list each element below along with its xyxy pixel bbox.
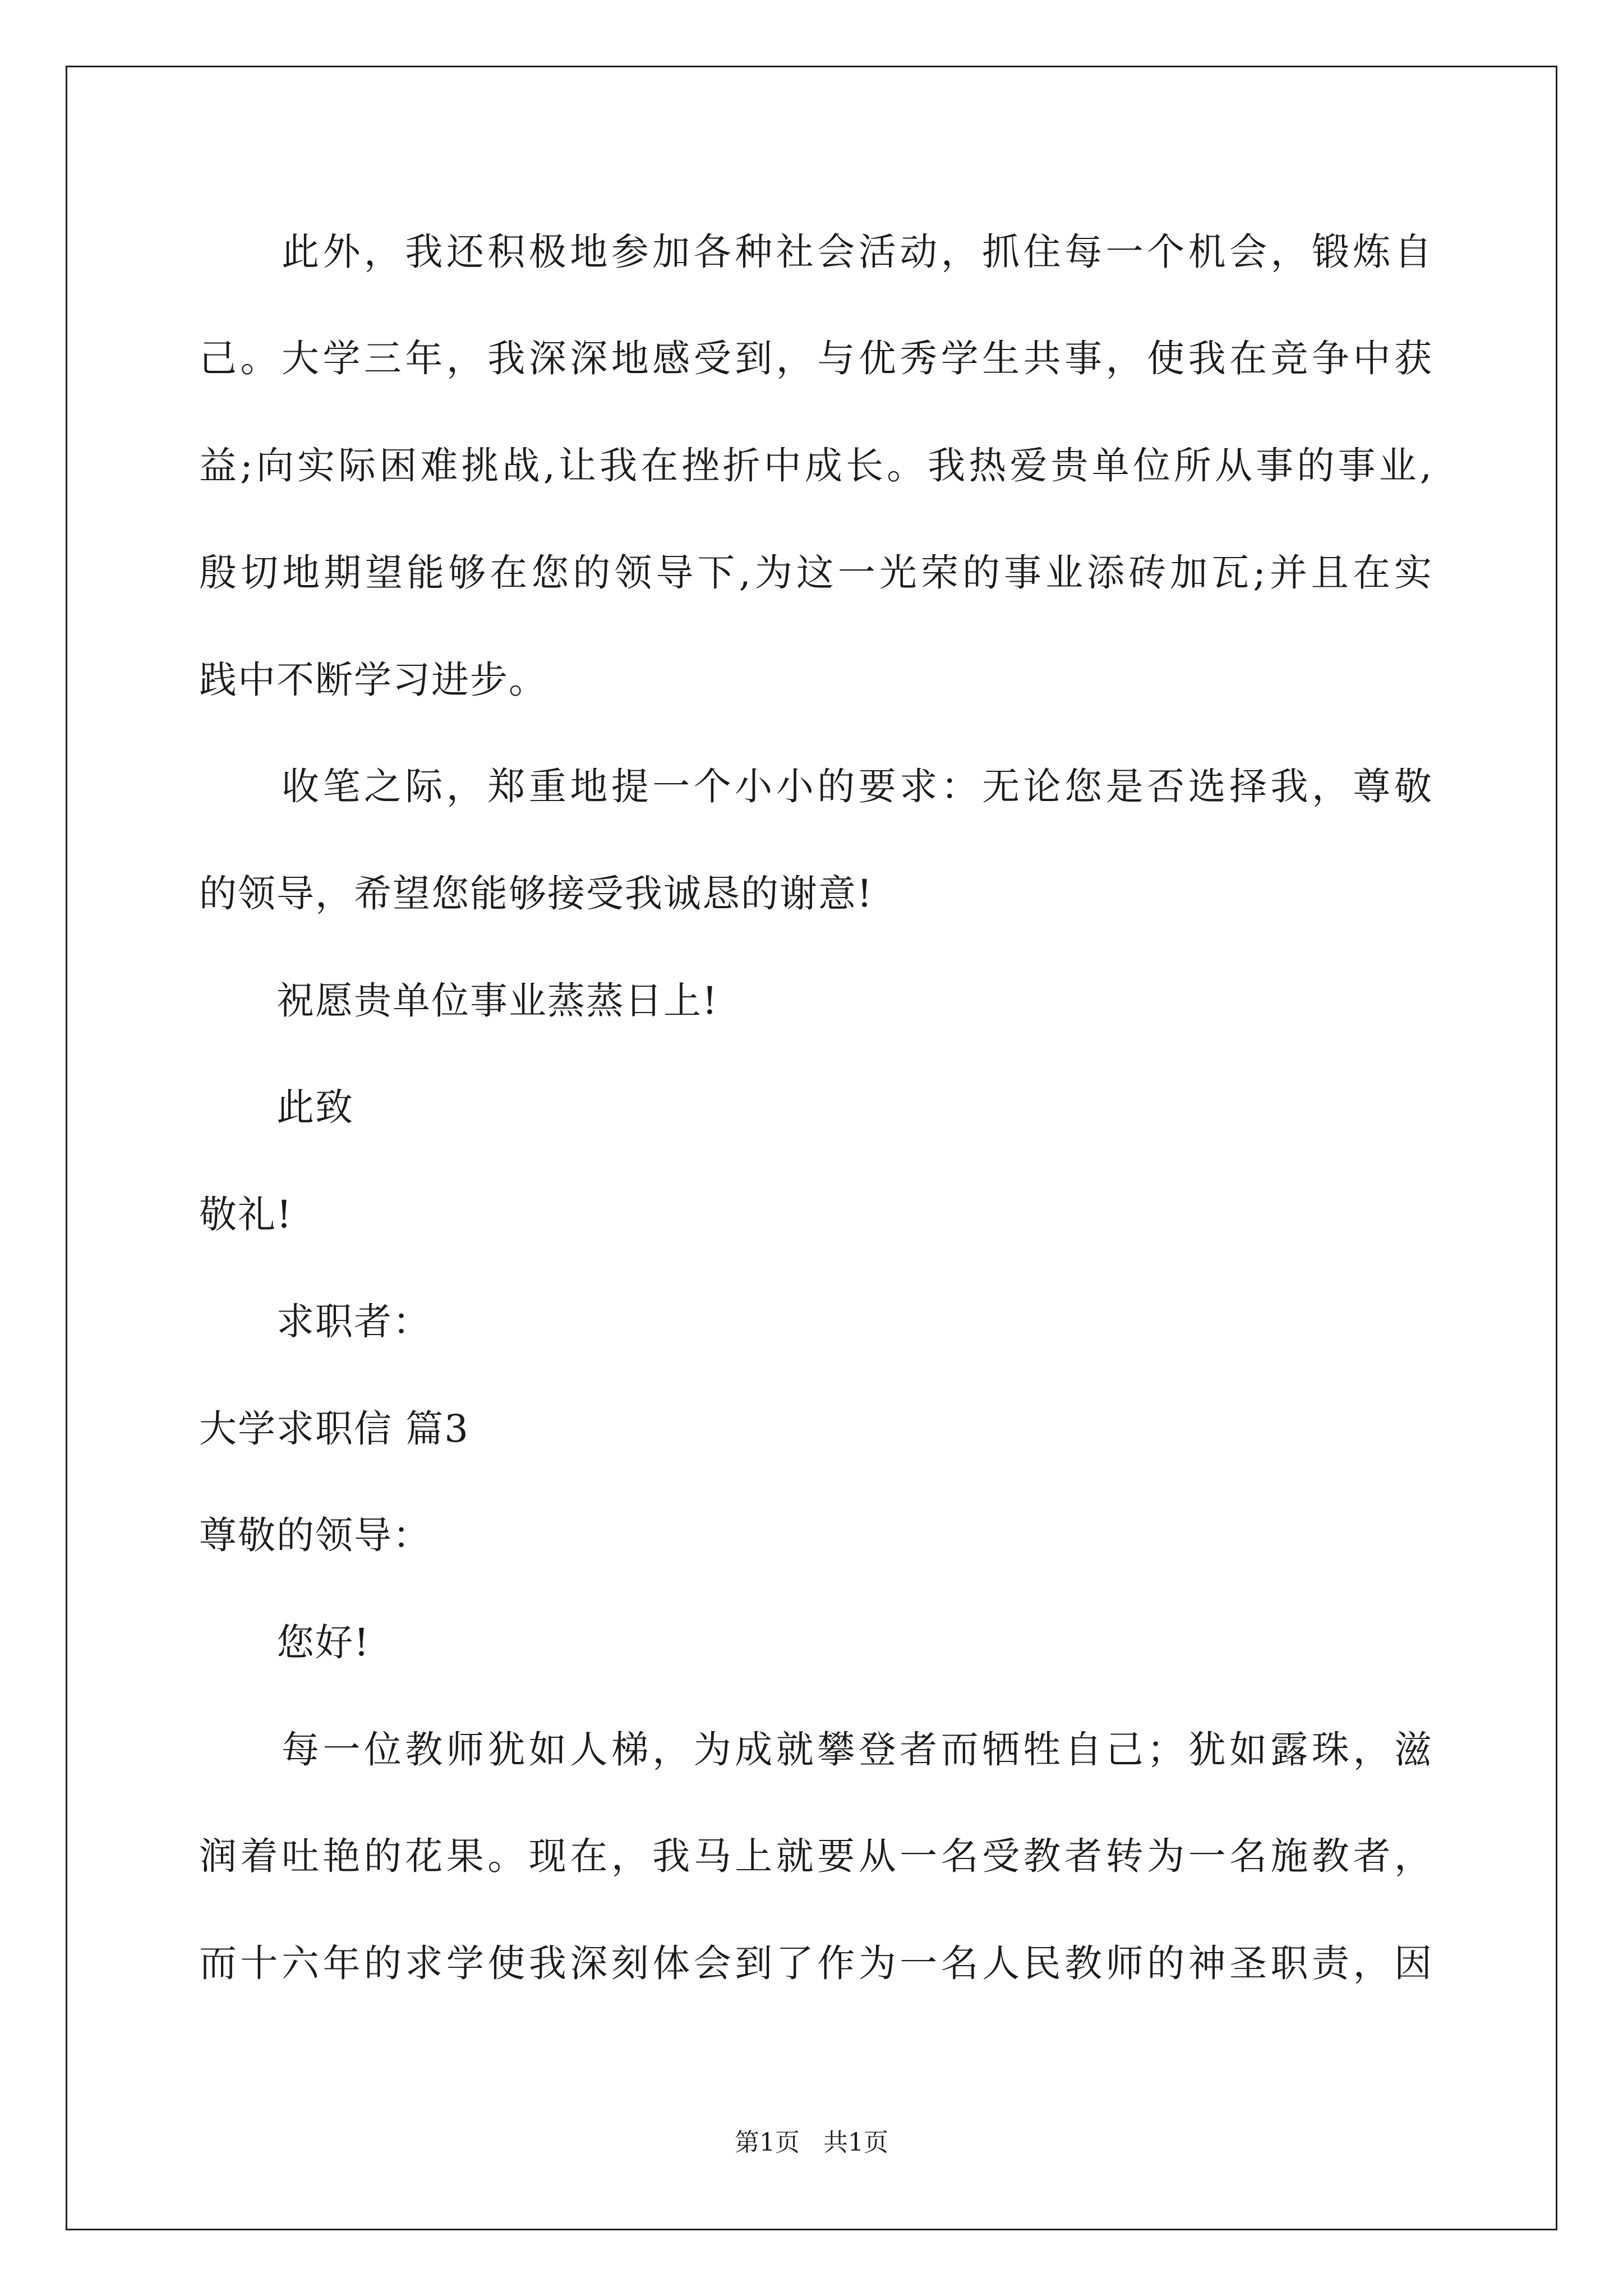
- text-line-9: 此致: [199, 1085, 354, 1129]
- text-line-6: 收笔之际，郑重地提一个小小的要求：无论您是否选择我，尊敬: [199, 765, 1433, 808]
- page-number-footer: 第1页 共1页: [735, 2128, 888, 2157]
- text-line-15: 每一位教师犹如人梯，为成就攀登者而牺牲自己；犹如露珠，滋: [199, 1728, 1433, 1772]
- text-line-2: 己。大学三年，我深深地感受到，与优秀学生共事，使我在竞争中获: [199, 337, 1433, 380]
- text-line-4: 殷切地期望能够在您的领导下,为这一光荣的事业添砖加瓦;并且在实: [199, 551, 1433, 595]
- text-line-1: 此外，我还积极地参加各种社会活动，抓住每一个机会，锻炼自: [199, 230, 1433, 274]
- text-line-8: 祝愿贵单位事业蒸蒸日上!: [199, 979, 718, 1023]
- text-line-3: 益;向实际困难挑战,让我在挫折中成长。我热爱贵单位所从事的事业,: [199, 444, 1433, 487]
- text-line-17: 而十六年的求学使我深刻体会到了作为一名人民教师的神圣职责，因: [199, 1941, 1433, 1985]
- page-border: [66, 66, 1557, 2230]
- salutation: 尊敬的领导：: [199, 1513, 431, 1557]
- text-line-5: 践中不断学习进步。: [199, 658, 547, 702]
- text-line-16: 润着吐艳的花果。现在，我马上就要从一名受教者转为一名施教者，: [199, 1834, 1433, 1878]
- greeting: 您好!: [199, 1621, 370, 1664]
- text-line-10: 敬礼!: [199, 1193, 293, 1236]
- text-line-7: 的领导，希望您能够接受我诚恳的谢意!: [199, 872, 873, 915]
- section-heading: 大学求职信 篇3: [199, 1407, 469, 1451]
- text-line-11: 求职者：: [199, 1300, 431, 1343]
